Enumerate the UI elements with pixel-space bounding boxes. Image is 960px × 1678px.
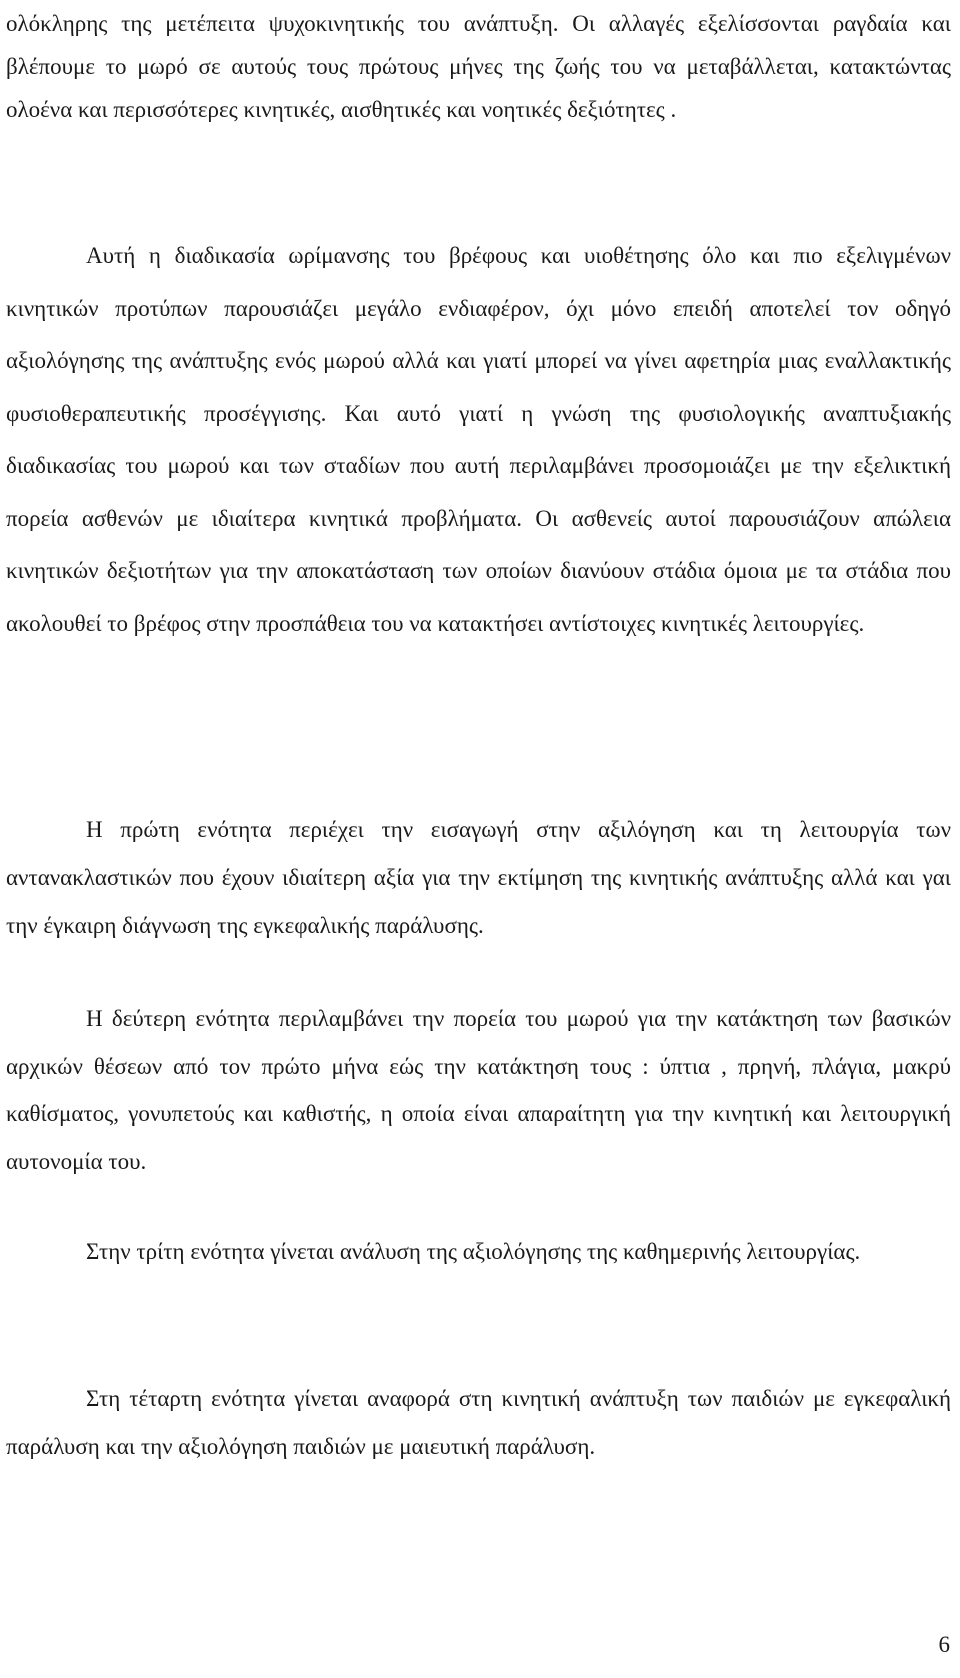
paragraph-maturation-process: Αυτή η διαδικασία ωρίμανσης του βρέφους και υιοθέτησης όλο και πιο εξελιγμένων κινητικών προτύπων παρουσιάζει μεγάλο ενδιαφέρον, όχι μόνο επειδή αποτελεί τον οδηγό αξιολόγησης της ανάπτυξης ενός μωρού αλλά και γιατί μπορεί να γίνει αφετηρία μιας εναλλακτικής φυσιοθεραπευτικής προσέγγισης. Και αυτό γιατί η γνώση της φυσιολογικής αναπτυξιακής διαδικασίας του μωρού και των σταδίων που αυτή περιλαμβάνει προσομοιάζει με την εξελικτική πορεία ασθενών με ιδιαίτερα κινητικά προβλήματα. Οι ασθενείς αυτοί παρουσιάζουν απώλεια κινητικών δεξιοτήτων για την αποκατάσταση των οποίων διανύουν στάδια όμοια με τα στάδια που ακολουθεί το βρέφος στην προσπάθεια του να κατακτήσει αντίστοιχες κινητικές λειτουργίες. xyxy=(6,243,951,636)
paragraph-first-section: Η πρώτη ενότητα περιέχει την εισαγωγή στην αξιλόγηση και τη λειτουργία των αντανακλαστικών που έχουν ιδιαίτερη αξία για την εκτίμηση της κινητικής ανάπτυξης αλλά και γαι την έγκαιρη διάγνωση της εγκεφαλικής παράλυσης. xyxy=(6,817,951,938)
paragraph-fourth-section: Στη τέταρτη ενότητα γίνεται αναφορά στη κινητική ανάπτυξη των παιδιών με εγκεφαλική παράλυση και την αξιολόγηση παιδιών με μαιευτική παράλυση. xyxy=(6,1386,951,1459)
paragraph-second-section: Η δεύτερη ενότητα περιλαμβάνει την πορεία του μωρού για την κατάκτηση των βασικών αρχικών θέσεων από τον πρώτο μήνα εώς την κατάκτηση τους : ύπτια , πρηνή, πλάγια, μακρύ καθίσματος, γονυπετούς και καθιστής, η οποία είναι απαραίτητη για την κινητική και λειτουργική αυτονομία του. xyxy=(6,1006,951,1174)
page-number: 6 xyxy=(938,1632,950,1657)
paragraph-third-section: Στην τρίτη ενότητα γίνεται ανάλυση της αξιολόγησης της καθημερινής λειτουργίας. xyxy=(86,1239,861,1264)
paragraph-intro-continuation: ολόκληρης της μετέπειτα ψυχοκινητικής του ανάπτυξη. Οι αλλαγές εξελίσσονται ραγδαία και βλέπουμε το μωρό σε αυτούς τους πρώτους μήνες της ζωής του να μεταβάλλεται, κατακτώντας ολοένα και περισσότερες κινητικές, αισθητικές και νοητικές δεξιότητες . xyxy=(6,11,951,122)
